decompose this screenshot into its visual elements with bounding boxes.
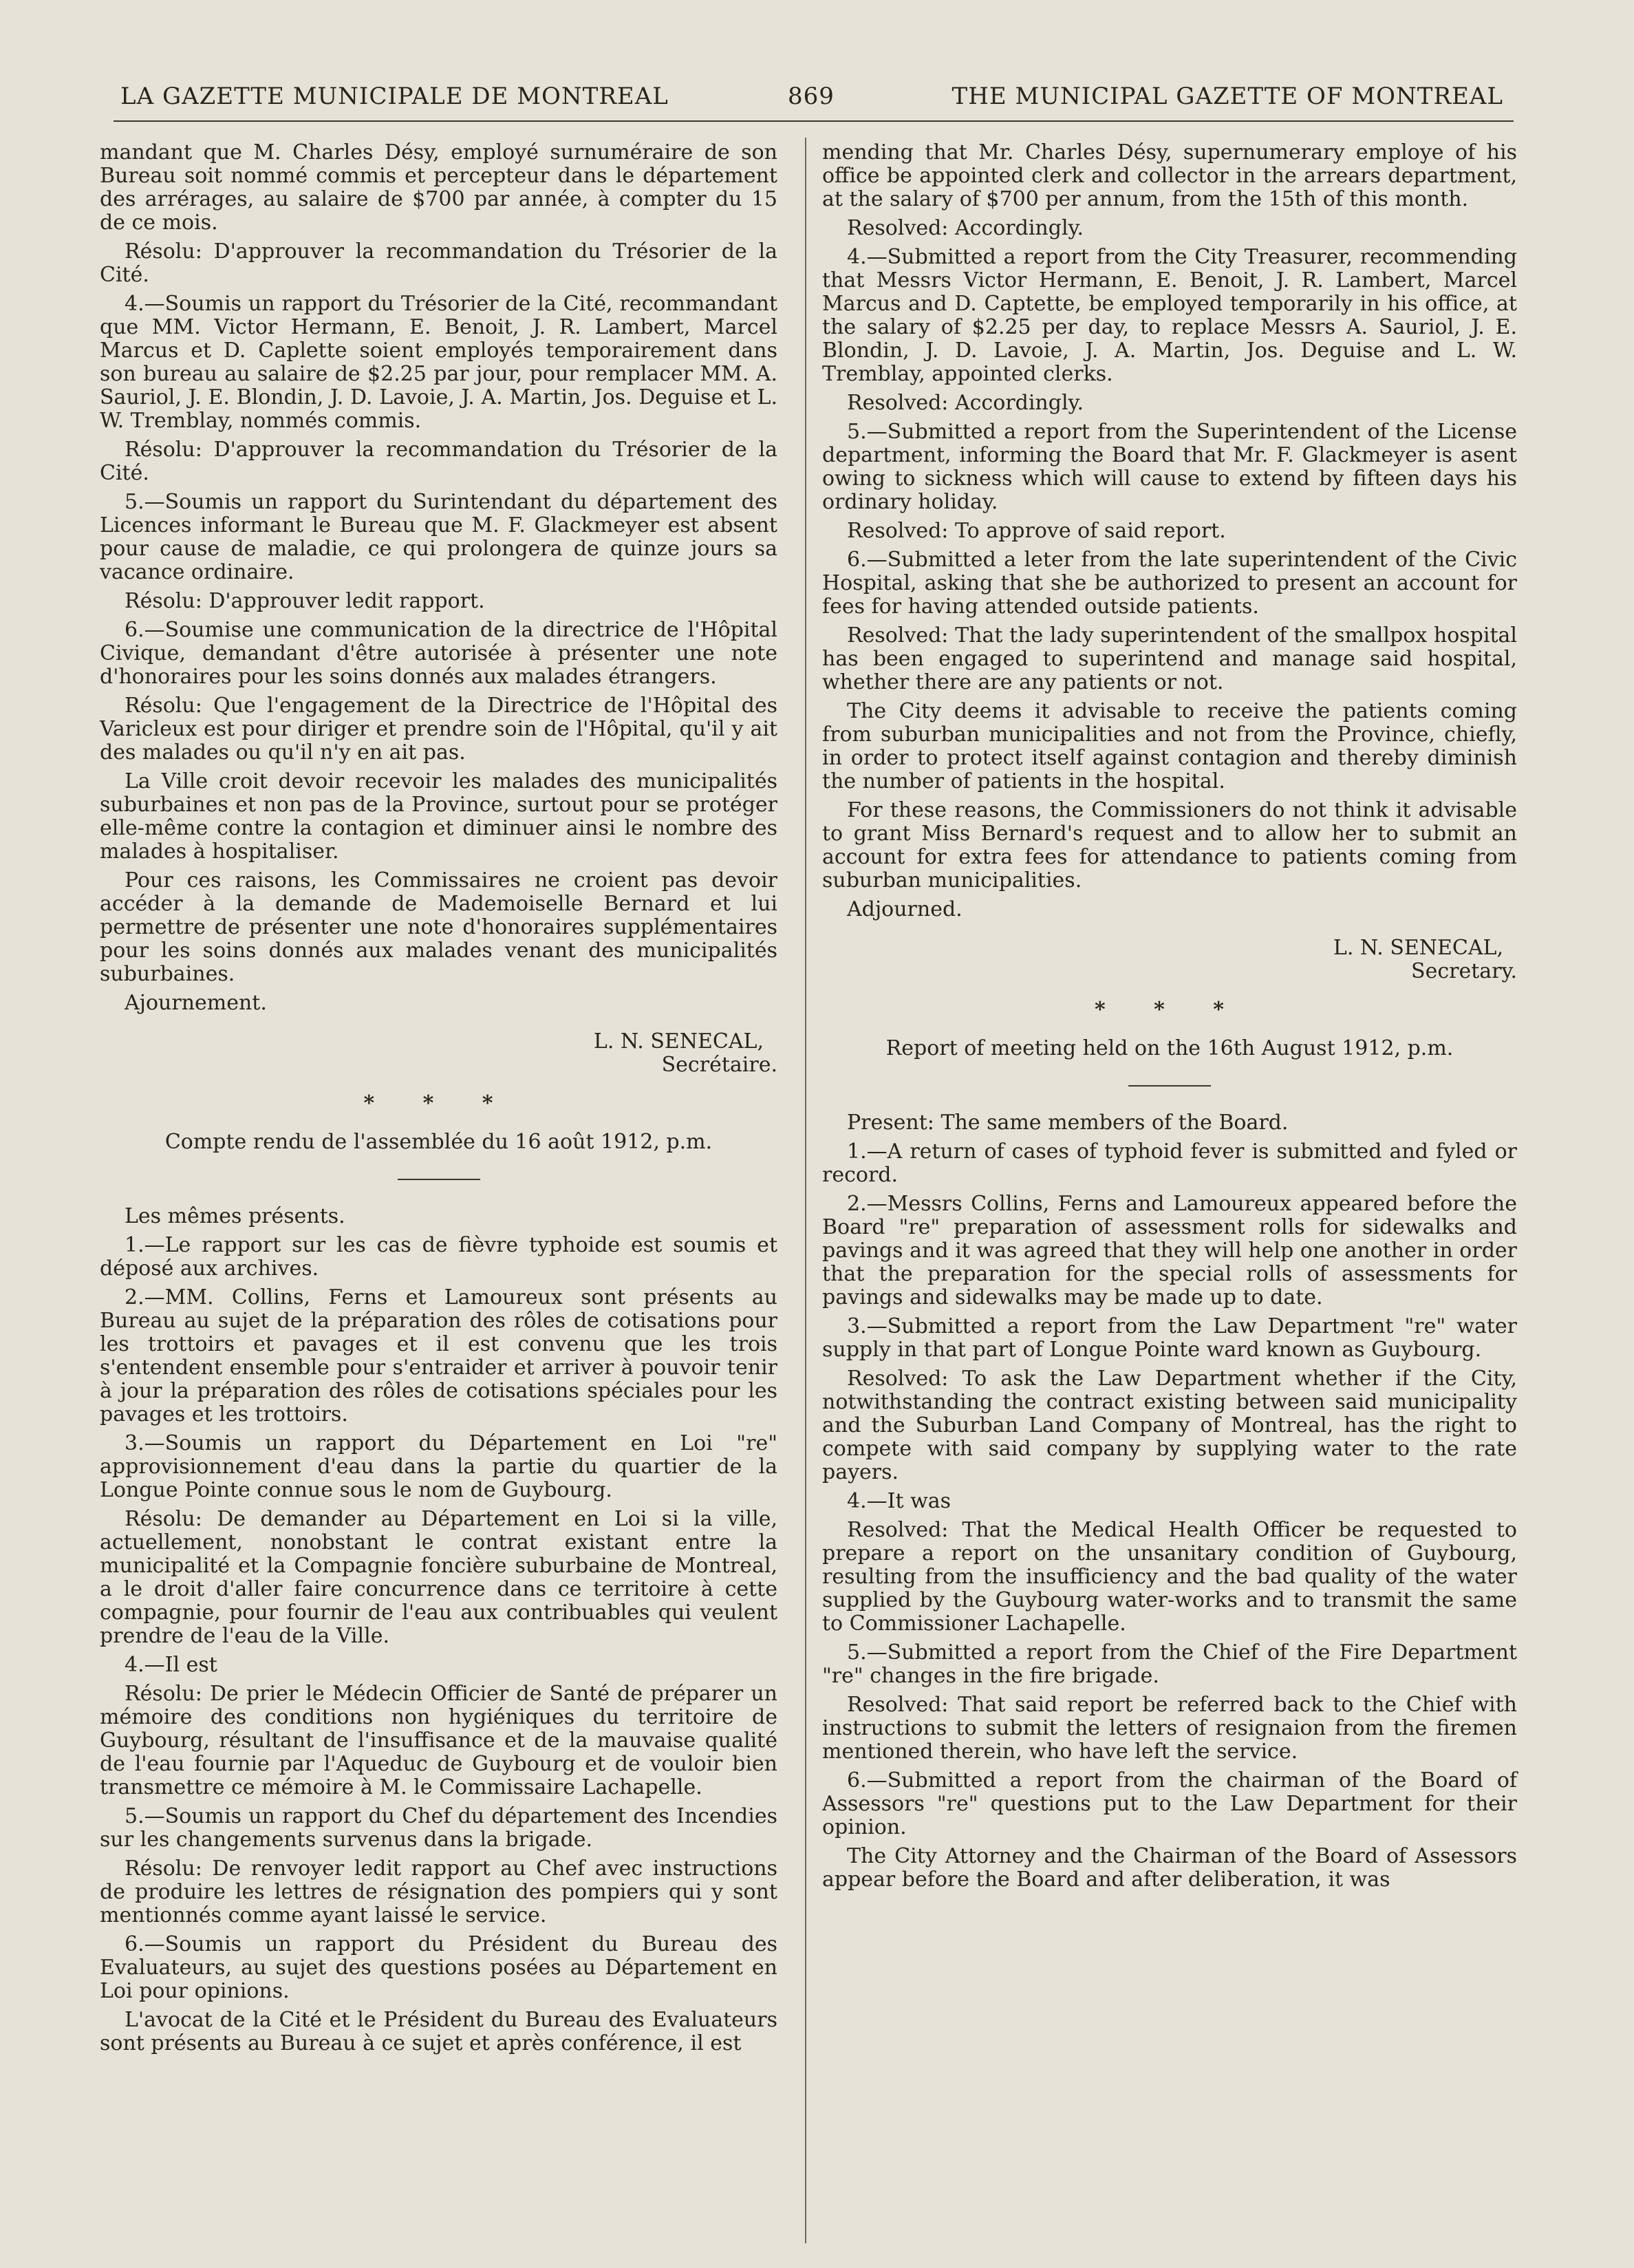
en-paragraph: 6.—Submitted a leter from the late superintendent of the Civic Hospital, asking that she be authorized to present an account for fees for having attended outside patients.: [822, 548, 1517, 619]
fr-paragraph: Résolu: De renvoyer ledit rapport au Chef avec instructions de produire les lettres de résignation des pompiers qui y sont mentionnés comme ayant laissé le service.: [100, 1857, 777, 1927]
en-paragraph: 6.—Submitted a report from the chairman of the Board of Assessors "re" questions put to the Law Department for their opinion.: [822, 1768, 1517, 1839]
fr-paragraph: 5.—Soumis un rapport du Surintendant du département des Licences informant le Bureau que M. F. Glackmeyer est absent pour cause de maladie, ce qui prolongera de quinze jours sa vacance ordinaire.: [100, 490, 777, 584]
en-signature: [822, 937, 1517, 983]
fr-paragraph: Pour ces raisons, les Commissaires ne croient pas devoir accéder à la demande de Mademoiselle Bernard et lui permettre de présenter une note d'honoraires supplémentaires pour les soins donnés aux malades venant des municipalités suburbaines.: [100, 868, 777, 986]
fr-paragraph: 6.—Soumis un rapport du Président du Bureau des Evaluateurs, au sujet des questions posées au Département en Loi pour opinions.: [100, 1932, 777, 2003]
en-signature-name: L. N. SENECAL,: [1333, 936, 1503, 960]
en-paragraph: 4.—It was: [847, 1489, 952, 1513]
header-french-title: LA GAZETTE MUNICIPALE DE MONTREAL: [120, 83, 669, 110]
french-column: [100, 141, 777, 2061]
en-paragraph: Resolved: Accordingly.: [847, 216, 1084, 240]
en-paragraph: Resolved: That the lady superintendent of the smallpox hospital has been engaged to superintend and manage said hospital, whether there are any patients or not.: [822, 623, 1517, 694]
en-paragraph: 4.—Submitted a report from the City Treasurer, recommending that Messrs Victor Hermann, E. Benoit, J. R. Lambert, Marcel Marcus and D. Captette, be employed temporarily in his office, at the salary of $2.25 per day, to replace Messrs A. Sauriol, J. E. Blondin, J. D. Lavoie, J. A. Martin, Jos. Deguise and L. W. Tremblay, appointed clerks.: [822, 245, 1517, 386]
en-paragraph: 5.—Submitted a report from the Chief of the Fire Department "re" changes in the fire brigade.: [822, 1640, 1517, 1688]
en-paragraph: 5.—Submitted a report from the Superintendent of the License department, informing the Board that Mr. F. Glackmeyer is asent owing to sickness which will cause to extend by fifteen days his ordinary holiday.: [822, 420, 1517, 514]
fr-paragraph: 1.—Le rapport sur les cas de fièvre typhoide est soumis et déposé aux archives.: [100, 1233, 777, 1281]
en-paragraph: The City Attorney and the Chairman of the Board of Assessors appear before the Board and after deliberation, it was: [822, 1844, 1517, 1892]
column-divider: [805, 138, 806, 2243]
fr-short-rule: [398, 1179, 480, 1180]
en-signature-title: Secretary.: [1411, 959, 1517, 983]
fr-paragraph: Résolu: D'approuver la recommandation du Trésorier de la Cité.: [100, 239, 777, 287]
en-paragraph: Resolved: Accordingly.: [847, 391, 1084, 415]
en-paragraph: Resolved: That the Medical Health Officer be requested to prepare a report on the unsanitary condition of Guybourg, resulting from the insufficiency and the bad quality of the water supplied by the Guybourg water-works and to transmit the same to Commissioner Lachapelle.: [822, 1518, 1517, 1636]
en-paragraph: Present: The same members of the Board.: [847, 1111, 1289, 1135]
en-paragraph: Resolved: To ask the Law Department whether if the City, notwithstanding the contract existing between said municipality and the Suburban Land Company of Montreal, has the right to compete with said company by supplying water to the rate payers.: [822, 1367, 1517, 1484]
fr-paragraph: 6.—Soumise une communication de la directrice de l'Hôpital Civique, demandant d'être autorisée à présenter une note d'honoraires pour les soins donnés aux malades étrangers.: [100, 618, 777, 689]
en-meeting-heading: Report of meeting held on the 16th August 1912, p.m.: [885, 1036, 1454, 1060]
fr-paragraph: 3.—Soumis un rapport du Département en Loi "re" approvisionnement d'eau dans la partie du quartier de la Longue Pointe connue sous le nom de Guybourg.: [100, 1431, 777, 1502]
fr-paragraph: Résolu: De prier le Médecin Officier de Santé de préparer un mémoire des conditions non hygiéniques du territoire de Guybourg, résultant de l'insuffisance et de la mauvaise qualité de l'eau fournie par l'Aqueduc de Guybourg et de vouloir bien transmettre ce mémoire à M. le Commissaire Lachapelle.: [100, 1682, 777, 1799]
header-english-title: THE MUNICIPAL GAZETTE OF MONTREAL: [952, 83, 1503, 110]
fr-paragraph: 2.—MM. Collins, Ferns et Lamoureux sont présents au Bureau au sujet de la préparation des rôles de cotisations pour les trottoirs et pavages et il est convenu que les trois s'entendent ensemble pour s'entraider et arriver à pouvoir tenir à jour la préparation des rôles de cotisations spéciales pour les pavages et les trottoirs.: [100, 1285, 777, 1426]
fr-paragraph: Résolu: D'approuver ledit rapport.: [125, 589, 485, 613]
page-header: [120, 83, 1503, 124]
page-number: 869: [788, 83, 835, 110]
en-adjournment: Adjourned.: [847, 897, 963, 921]
fr-section-stars: * * *: [363, 1091, 514, 1115]
fr-signature: [100, 1030, 777, 1077]
fr-paragraph: Résolu: De demander au Département en Loi si la ville, actuellement, nonobstant le contrat existant entre la municipalité et la Compagnie foncière suburbaine de Montreal, a le droit d'aller faire concurrence dans ce territoire à cette compagnie, pour fournir de l'eau aux contribuables qui veulent prendre de l'eau de la Ville.: [100, 1507, 777, 1648]
english-column: [822, 141, 1517, 1897]
en-paragraph: 2.—Messrs Collins, Ferns and Lamoureux appeared before the Board "re" preparation of assessment rolls for sidewalks and pavings and it was agreed that they will help one another in order that the preparation for the special rolls of assessments for pavings and sidewalks may be made up to date.: [822, 1192, 1517, 1309]
en-paragraph: mending that Mr. Charles Désy, supernumerary employe of his office be appointed clerk and collector in the arrears department, at the salary of $700 per annum, from the 15th of this month.: [822, 140, 1517, 211]
en-paragraph: The City deems it advisable to receive the patients coming from suburban municipalities and not from the Province, chiefly, in order to protect itself against contagion and thereby diminish the number of patients in the hospital.: [822, 699, 1517, 793]
fr-paragraph: Résolu: Que l'engagement de la Directrice de l'Hôpital des Varicleux est pour diriger et prendre soin de l'Hôpital, qu'il y ait des malades ou qu'il n'y en ait pas.: [100, 694, 777, 764]
en-paragraph: For these reasons, the Commissioners do not think it advisable to grant Miss Bernard's request and to allow her to submit an account for extra fees for attendance to patients coming from suburban municipalities.: [822, 798, 1517, 892]
en-paragraph: 1.—A return of cases of typhoid fever is submitted and fyled or record.: [822, 1140, 1517, 1187]
fr-signature-title: Secrétaire.: [661, 1053, 777, 1077]
fr-paragraph: 4.—Soumis un rapport du Trésorier de la Cité, recommandant que MM. Victor Hermann, E. Benoit, J. R. Lambert, Marcel Marcus et D. Caplette soient employés temporairement dans son bureau au salaire de $2.25 par jour, pour remplacer MM. A. Sauriol, J. E. Blondin, J. D. Lavoie, J. A. Martin, Jos. Deguise et L. W. Tremblay, nommés commis.: [100, 292, 777, 433]
fr-paragraph: La Ville croit devoir recevoir les malades des municipalités suburbaines et non pas de la Province, surtout pour se protéger elle-même contre la contagion et diminuer ainsi le nombre des malades à hospitaliser.: [100, 769, 777, 864]
fr-meeting-heading: Compte rendu de l'assemblée du 16 août 1912, p.m.: [164, 1130, 713, 1154]
en-paragraph: 3.—Submitted a report from the Law Department "re" water supply in that part of Longue Pointe ward known as Guybourg.: [822, 1314, 1517, 1362]
en-short-rule: [1128, 1085, 1211, 1087]
en-section-stars: * * *: [1095, 998, 1245, 1022]
fr-paragraph: 4.—Il est: [125, 1653, 217, 1677]
fr-paragraph: mandant que M. Charles Désy, employé surnuméraire de son Bureau soit nommé commis et percepteur dans le département des arrérages, au salaire de $700 par année, à compter du 15 de ce mois.: [100, 140, 777, 235]
en-paragraph: Resolved: That said report be referred back to the Chief with instructions to submit the letters of resignaion from the firemen mentioned therein, who have left the service.: [822, 1693, 1517, 1764]
fr-paragraph: Résolu: D'approuver la recommandation du Trésorier de la Cité.: [100, 438, 777, 485]
fr-signature-name: L. N. SENECAL,: [593, 1029, 764, 1053]
header-rule: [114, 120, 1514, 122]
fr-paragraph: L'avocat de la Cité et le Président du Bureau des Evaluateurs sont présents au Bureau à ce sujet et après conférence, il est: [100, 2008, 777, 2055]
en-paragraph: Resolved: To approve of said report.: [847, 519, 1226, 543]
fr-adjournment: Ajournement.: [125, 991, 267, 1015]
fr-paragraph: Les mêmes présents.: [125, 1204, 345, 1228]
fr-paragraph: 5.—Soumis un rapport du Chef du département des Incendies sur les changements survenus dans la brigade.: [100, 1804, 777, 1852]
